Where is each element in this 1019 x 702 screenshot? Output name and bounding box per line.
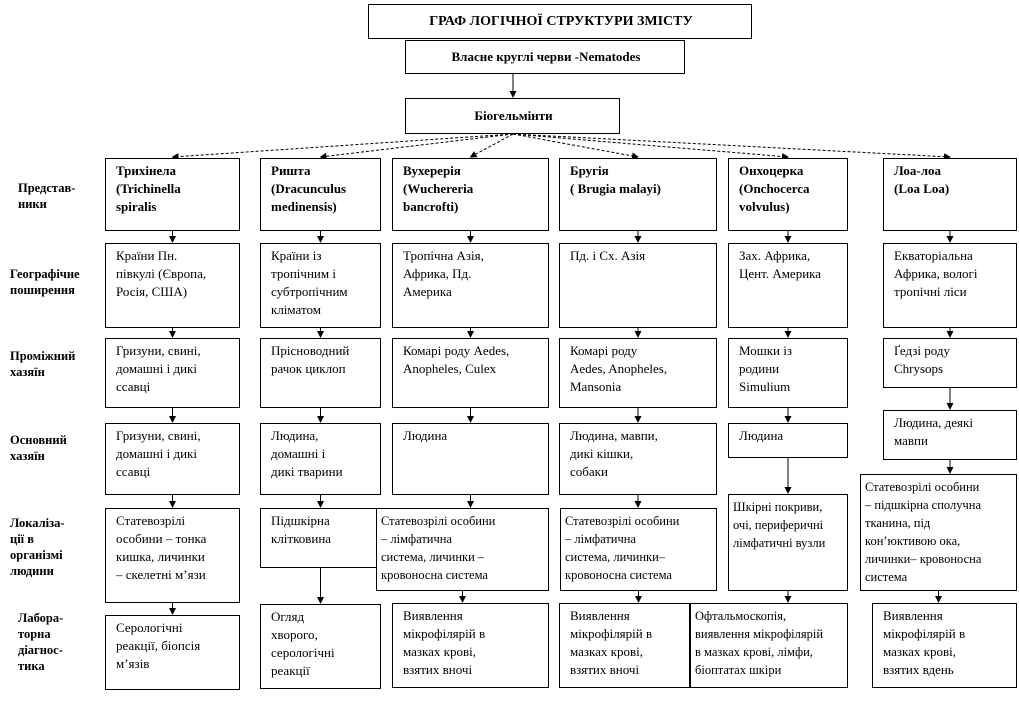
- box-text-line: Anopheles, Culex: [403, 361, 497, 376]
- intermediate-host-box-trichinella: [105, 338, 240, 408]
- group-box-biohelminths: Біогельмінти: [405, 98, 620, 134]
- box-text-line: Mansonia: [570, 379, 622, 394]
- box-text-line: Шкірні покриви,: [733, 500, 823, 514]
- box-text-line: рачок циклоп: [271, 361, 346, 376]
- box-text-line: мікрофілярій в: [570, 626, 653, 641]
- box-text-line: дикі тварини: [271, 464, 343, 479]
- box-text-line: система: [865, 570, 908, 584]
- box-text-line: Африка, вологі: [894, 266, 978, 281]
- distribution-box-brugia: [559, 243, 717, 328]
- row-label-line: торна: [18, 627, 51, 641]
- row-label-line: Проміжний: [10, 349, 76, 363]
- box-text-line: півкулі (Європа,: [116, 266, 207, 281]
- box-text-line: виявлення мікрофілярій: [695, 627, 824, 641]
- box-text-line: домашні і дикі: [116, 361, 197, 376]
- row-label-distribution: [10, 266, 80, 298]
- definitive-host-box-dracunculus: [260, 423, 381, 495]
- box-text-line: система, личинки–: [565, 550, 666, 564]
- row-label-line: Географічне: [10, 267, 80, 281]
- box-text-line: кишка, личинки: [116, 549, 205, 564]
- intermediate-host-box-wuchereria: [392, 338, 549, 408]
- box-text-line: Виявлення: [883, 608, 943, 623]
- box-text-line: Пд. і Сх. Азія: [570, 248, 646, 263]
- distribution-box-wuchereria: [392, 243, 549, 328]
- box-text-line: Бругія: [570, 163, 609, 178]
- distribution-box-loa-loa: [883, 243, 1017, 328]
- box-text-line: Трихінела: [116, 163, 177, 178]
- box-text-line: система, личинки –: [381, 550, 485, 564]
- row-label-line: ції в: [10, 532, 35, 546]
- box-text-line: Ґедзі роду: [894, 343, 950, 358]
- box-text-line: Simulium: [739, 379, 791, 394]
- box-text-line: Ришта: [271, 163, 311, 178]
- box-text-line: medinensis): [271, 199, 337, 214]
- row-label-intermediate-host: [10, 348, 75, 380]
- box-text-line: Chrysops: [894, 361, 944, 376]
- box-text-line: Цент. Америка: [739, 266, 822, 281]
- box-text-line: Країни із: [271, 248, 322, 263]
- box-text-line: очі, периферичні: [733, 518, 824, 532]
- box-text-line: Тропічна Азія,: [403, 248, 484, 263]
- box-text-line: – скелетні м’язи: [116, 567, 206, 582]
- representative-box-loa-loa: [883, 158, 1017, 231]
- box-text-line: Лоа-лоа: [894, 163, 941, 178]
- box-text-line: домашні і: [271, 446, 326, 461]
- box-text-line: серологічні: [271, 645, 335, 660]
- representative-box-trichinella: [105, 158, 240, 231]
- box-text-line: родини: [739, 361, 780, 376]
- box-text-line: кліматом: [271, 302, 321, 317]
- localization-box-loa-loa: [860, 474, 1017, 591]
- box-text-line: Виявлення: [403, 608, 463, 623]
- box-text-line: субтропічним: [271, 284, 348, 299]
- definitive-host-box-wuchereria: [392, 423, 549, 495]
- edge-group-to-wuchereria: [471, 134, 514, 157]
- box-text-line: тропічні ліси: [894, 284, 967, 299]
- box-text-line: кон’юктивою ока,: [865, 534, 961, 548]
- row-label-line: поширення: [10, 283, 75, 297]
- box-text-line: домашні і дикі: [116, 446, 197, 461]
- box-text-line: біоптатах шкіри: [695, 663, 782, 677]
- box-text-line: – лімфатична: [565, 532, 636, 546]
- row-label-lab-diagnostics: [18, 610, 63, 674]
- row-label-line: організмі: [10, 548, 63, 562]
- box-text-line: ссавці: [116, 379, 151, 394]
- box-text-line: Виявлення: [570, 608, 630, 623]
- box-text-line: (Loa Loa): [894, 181, 950, 196]
- box-text-line: Людина, деякі: [894, 415, 973, 430]
- representative-box-onchocerca: [728, 158, 848, 231]
- row-label-line: хазяїн: [10, 449, 45, 463]
- box-text-line: Комарі роду Aedes,: [403, 343, 510, 358]
- box-text-line: мазках крові,: [570, 644, 643, 659]
- box-text-line: Комарі роду: [570, 343, 638, 358]
- box-text-line: кровоносна система: [381, 568, 488, 582]
- box-text-line: взятих вдень: [883, 662, 954, 677]
- box-text-line: (Wuchereria: [403, 181, 474, 196]
- box-text-line: Прісноводний: [271, 343, 350, 358]
- definitive-host-box-loa-loa: [883, 410, 1017, 460]
- row-label-representative: [18, 180, 75, 212]
- box-text-line: мазках крові,: [403, 644, 476, 659]
- box-text-line: кровоносна система: [565, 568, 672, 582]
- box-text-line: личинки– кровоносна: [865, 552, 982, 566]
- box-text-line: Вухерерія: [403, 163, 461, 178]
- box-text-line: мазках крові,: [883, 644, 956, 659]
- box-text-line: Людина: [403, 428, 448, 443]
- box-text-line: взятих вночі: [570, 662, 640, 677]
- lab-diagnostics-box-dracunculus: [260, 604, 381, 689]
- box-text-line: клітковина: [271, 531, 332, 546]
- box-text-line: – лімфатична: [381, 532, 452, 546]
- edge-group-to-trichinella: [173, 134, 514, 157]
- box-text-line: м’язів: [116, 656, 150, 671]
- box-text-line: Людина: [739, 428, 784, 443]
- graph-title: ГРАФ ЛОГІЧНОЇ СТРУКТУРИ ЗМІСТУ: [368, 4, 752, 39]
- box-text-line: Людина,: [271, 428, 319, 443]
- row-label-line: Локаліза-: [10, 516, 65, 530]
- box-text-line: Підшкірна: [271, 513, 330, 528]
- box-text-line: Статевозрілі особини: [865, 480, 980, 494]
- edge-group-to-loa-loa: [513, 134, 950, 157]
- box-text-line: spiralis: [116, 199, 157, 214]
- box-text-line: bancrofti): [403, 199, 459, 214]
- box-text-line: собаки: [570, 464, 608, 479]
- box-text-line: Статевозрілі особини: [565, 514, 680, 528]
- box-text-line: Серологічні: [116, 620, 183, 635]
- lab-diagnostics-box-brugia: [559, 603, 690, 688]
- box-text-line: Африка, Пд.: [403, 266, 472, 281]
- box-text-line: (Onchocerca: [739, 181, 810, 196]
- box-text-line: тропічним і: [271, 266, 336, 281]
- row-label-line: Представ-: [18, 181, 76, 195]
- box-text-line: Людина, мавпи,: [570, 428, 658, 443]
- box-text-line: Росія, США): [116, 284, 188, 299]
- localization-box-wuchereria: [376, 508, 549, 591]
- box-text-line: хворого,: [271, 627, 318, 642]
- distribution-box-dracunculus: [260, 243, 381, 328]
- definitive-host-box-brugia: [559, 423, 717, 495]
- box-text-line: Мошки із: [739, 343, 793, 358]
- box-text-line: ( Brugia malayi): [570, 181, 661, 196]
- box-text-line: Онхоцерка: [739, 163, 804, 178]
- box-text-line: Статевозрілі особини: [381, 514, 496, 528]
- localization-box-dracunculus: [260, 508, 381, 568]
- row-label-line: ники: [18, 197, 47, 211]
- row-label-localization: [10, 515, 65, 579]
- box-text-line: тканина, під: [865, 516, 931, 530]
- box-text-line: Aedes, Anopheles,: [570, 361, 668, 376]
- localization-box-brugia: [560, 508, 717, 591]
- box-text-line: мікрофілярій в: [883, 626, 966, 641]
- box-text-line: Офтальмоскопія,: [695, 609, 787, 623]
- definitive-host-box-onchocerca: [728, 423, 848, 458]
- intermediate-host-box-dracunculus: [260, 338, 381, 408]
- box-text-line: volvulus): [739, 199, 790, 214]
- row-label-line: тика: [18, 659, 45, 673]
- box-text-line: Статевозрілі: [116, 513, 186, 528]
- row-label-definitive-host: [10, 432, 67, 464]
- edge-group-to-onchocerca: [513, 134, 788, 157]
- box-text-line: Екваторіальна: [894, 248, 973, 263]
- box-text-line: взятих вночі: [403, 662, 473, 677]
- box-text-line: дикі кішки,: [570, 446, 634, 461]
- class-box-nematodes: Власне круглі черви -Nematodes: [405, 40, 685, 74]
- representative-box-dracunculus: [260, 158, 381, 231]
- intermediate-host-box-onchocerca: [728, 338, 848, 408]
- row-label-line: діагнос-: [18, 643, 63, 657]
- definitive-host-box-trichinella: [105, 423, 240, 495]
- row-label-line: Лабора-: [18, 611, 64, 625]
- lab-diagnostics-box-onchocerca: [690, 603, 848, 688]
- box-text-line: ссавці: [116, 464, 151, 479]
- lab-diagnostics-box-trichinella: [105, 615, 240, 690]
- representative-box-brugia: [559, 158, 717, 231]
- row-label-line: хазяїн: [10, 365, 45, 379]
- lab-diagnostics-box-loa-loa: [872, 603, 1017, 688]
- box-text-line: (Trichinella: [116, 181, 181, 196]
- intermediate-host-box-brugia: [559, 338, 717, 408]
- localization-box-trichinella: [105, 508, 240, 603]
- lab-diagnostics-box-wuchereria: [392, 603, 549, 688]
- row-label-line: людини: [10, 564, 54, 578]
- distribution-box-onchocerca: [728, 243, 848, 328]
- representative-box-wuchereria: [392, 158, 549, 231]
- box-text-line: реакції, біопсія: [116, 638, 201, 653]
- box-text-line: Гризуни, свині,: [116, 428, 201, 443]
- intermediate-host-box-loa-loa: [883, 338, 1017, 388]
- box-text-line: лімфатичні вузли: [733, 536, 826, 550]
- box-text-line: Гризуни, свині,: [116, 343, 201, 358]
- box-text-line: Огляд: [271, 609, 305, 624]
- box-text-line: в мазках крові, лімфи,: [695, 645, 813, 659]
- box-text-line: Америка: [403, 284, 452, 299]
- edge-group-to-dracunculus: [321, 134, 514, 157]
- box-text-line: (Dracunculus: [271, 181, 347, 196]
- box-text-line: особини – тонка: [116, 531, 207, 546]
- box-text-line: реакції: [271, 663, 310, 678]
- box-text-line: – підшкірна сполучна: [865, 498, 982, 512]
- box-text-line: Зах. Африка,: [739, 248, 811, 263]
- row-label-line: Основний: [10, 433, 67, 447]
- distribution-box-trichinella: [105, 243, 240, 328]
- box-text-line: Країни Пн.: [116, 248, 178, 263]
- box-text-line: мавпи: [894, 433, 928, 448]
- box-text-line: мікрофілярій в: [403, 626, 486, 641]
- localization-box-onchocerca: [728, 494, 848, 591]
